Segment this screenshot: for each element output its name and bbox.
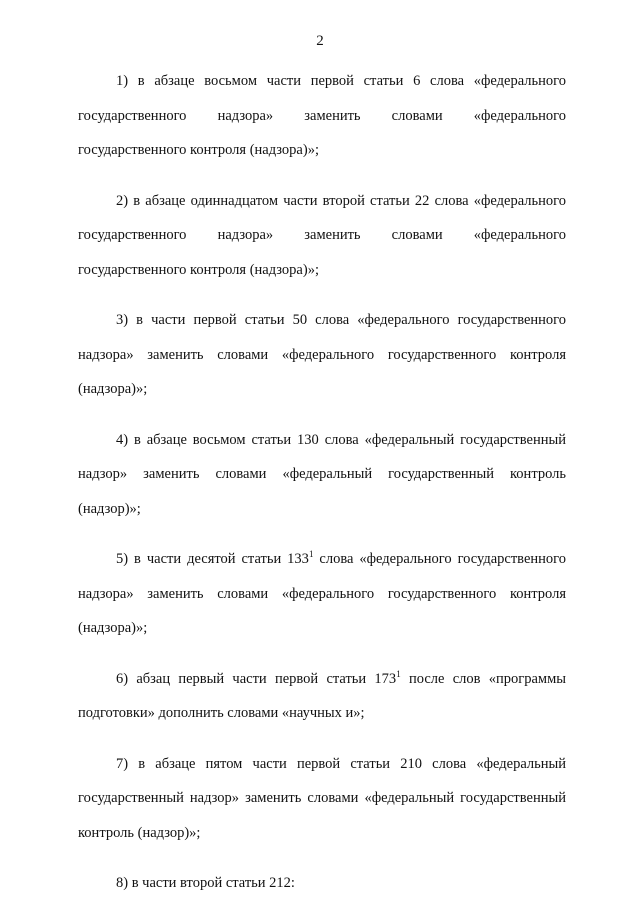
amendment-item-3: 3) в части первой статьи 50 слова «федерального государственного надзора» заменить словами «федерального государственного контроля (надзора)»;: [78, 312, 566, 397]
amendment-item-5-after: слова «федерального государственного надзора» заменить словами «федерального государственного контроля (надзора)»;: [78, 551, 566, 636]
page-number: 2: [316, 33, 324, 49]
amendment-item-6-after: после слов «программы подготовки» дополнить словами «научных и»;: [78, 670, 566, 721]
amendment-item-1: 1) в абзаце восьмом части первой статьи 6 слова «федерального государственного надзора» заменить словами «федерального государственного контроля (надзора)»;: [78, 73, 566, 158]
amendment-item-7: 7) в абзаце пятом части первой статьи 210 слова «федеральный государственный надзор» заменить словами «федеральный государственный контроль (надзор)»;: [78, 755, 566, 841]
amendment-item-6-superscript: 1: [396, 668, 401, 679]
amendment-item-5: [78, 542, 566, 646]
amendment-item-5-before: 5) в части десятой статьи 133: [116, 551, 309, 567]
amendment-item-6: [78, 662, 566, 731]
amendment-item-8: 8) в части второй статьи 212:: [116, 875, 295, 891]
document-body: [78, 64, 566, 917]
amendment-item-2: 2) в абзаце одиннадцатом части второй статьи 22 слова «федерального государственного надзора» заменить словами «федерального государственного контроля (надзора)»;: [78, 192, 566, 278]
amendment-item-5-superscript: 1: [308, 549, 314, 559]
amendment-item-4: 4) в абзаце восьмом статьи 130 слова «федеральный государственный надзор» заменить словами «федеральный государственный контроль (надзор)»;: [78, 431, 566, 517]
amendment-item-6-before: 6) абзац первый части первой статьи 173: [116, 670, 397, 687]
